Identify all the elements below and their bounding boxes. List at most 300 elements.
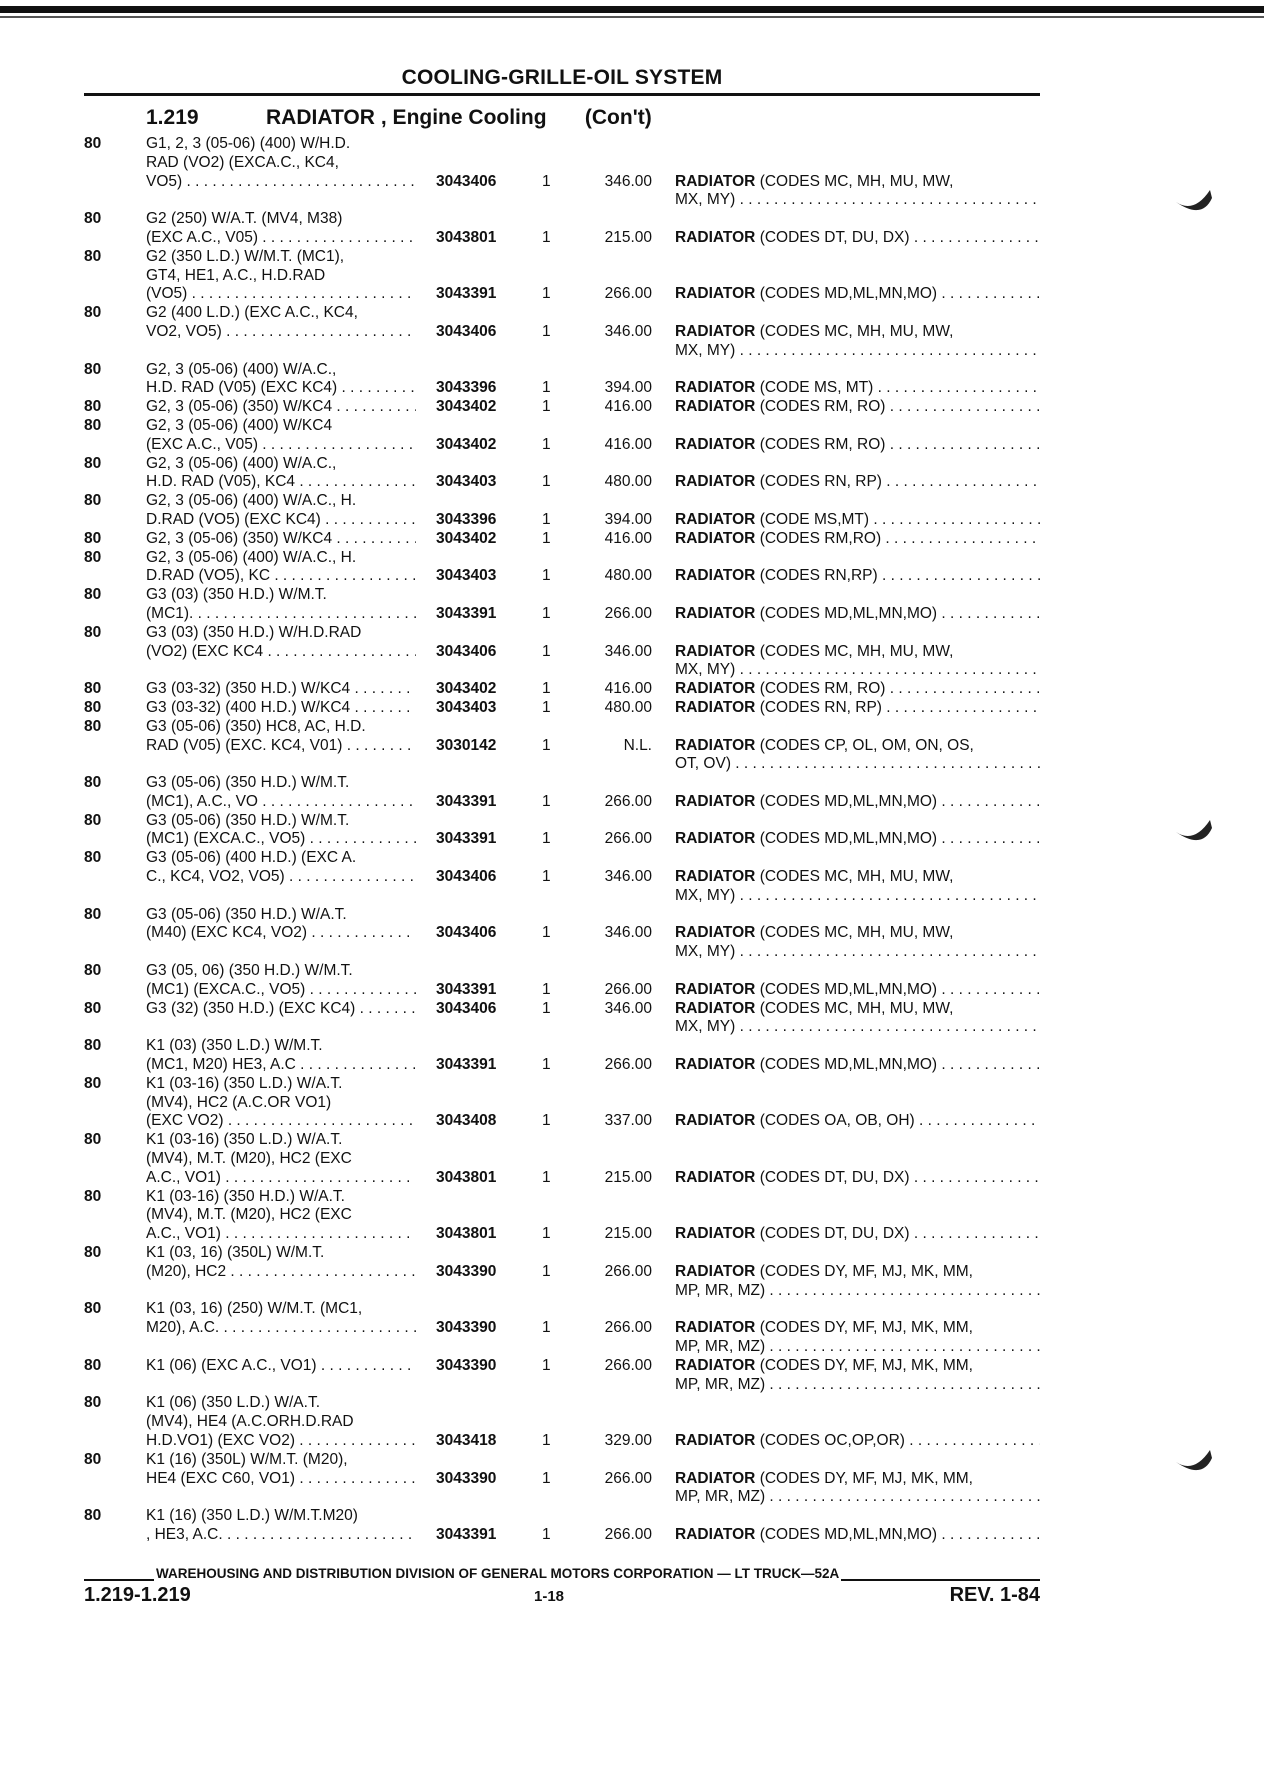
- binder-punch-mark-3: [1170, 1440, 1216, 1486]
- application-description: [146, 1037, 416, 1075]
- description-line: G3 (05-06) (350 H.D.) W/M.T.: [146, 811, 350, 829]
- part-codes-line: [675, 1470, 1040, 1489]
- part-codes: (CODES MD,ML,MN,MO): [759, 285, 938, 303]
- quantity: 1: [542, 698, 551, 716]
- part-codes: (CODES RM, RO): [759, 435, 886, 453]
- description-line: G3 (03-32) (400 H.D.) W/KC4 . . .: [146, 699, 416, 718]
- part-codes-line: [675, 530, 1040, 549]
- list-price: 215.00: [604, 228, 652, 246]
- description-line: H.D.VO1) (EXC VO2) . . .: [146, 1432, 416, 1451]
- part-number: 3043406: [436, 642, 497, 660]
- list-price: 416.00: [604, 680, 652, 698]
- part-codes: (CODES MD,ML,MN,MO): [759, 792, 938, 810]
- part-codes: (CODES DT, DU, DX): [759, 1225, 910, 1243]
- part-codes-line: [675, 943, 1040, 962]
- description-line: G2 (400 L.D.) (EXC A.C., KC4,: [146, 304, 358, 322]
- description-line: (EXC A.C., V05) . . .: [146, 436, 416, 455]
- part-codes: (CODES MD,ML,MN,MO): [759, 604, 938, 622]
- table-row: [0, 135, 1264, 210]
- footer-range: 1.219-1.219: [84, 1584, 191, 1606]
- top-border-rule-secondary: [0, 16, 1264, 18]
- part-name: [675, 173, 1040, 211]
- description-line: G1, 2, 3 (05-06) (400) W/H.D.: [146, 135, 351, 152]
- description-line: G3 (03) (350 H.D.) W/M.T.: [146, 586, 327, 604]
- table-row: [0, 1075, 1264, 1131]
- part-codes-line: [675, 567, 1040, 586]
- list-price: 266.00: [604, 1469, 652, 1487]
- part-number: 3043390: [436, 1319, 497, 1337]
- part-name-label: RADIATOR: [675, 1056, 756, 1074]
- part-codes: (CODES RM, RO): [759, 398, 886, 416]
- list-price: 346.00: [604, 172, 652, 190]
- part-name: [675, 436, 1040, 455]
- part-name-label: RADIATOR: [675, 322, 756, 340]
- description-line: G2, 3 (05-06) (350) W/KC4 . . .: [146, 530, 416, 549]
- part-name-label: RADIATOR: [675, 792, 756, 810]
- list-price: 329.00: [604, 1431, 652, 1449]
- part-name: [675, 868, 1040, 906]
- ref-number: 80: [84, 210, 102, 228]
- list-price: 266.00: [604, 1356, 652, 1374]
- application-description: [146, 210, 416, 248]
- application-description: [146, 492, 416, 530]
- table-row: [0, 1000, 1264, 1038]
- description-line: G2, 3 (05-06) (350) W/KC4 . . .: [146, 398, 416, 417]
- part-name-label: RADIATOR: [675, 736, 756, 754]
- quantity: 1: [542, 435, 551, 453]
- part-codes-line: [675, 699, 1040, 718]
- application-description: [146, 1075, 416, 1131]
- description-line: D.RAD (VO5), KC . . .: [146, 567, 416, 586]
- part-number: 3043403: [436, 473, 497, 491]
- table-row: [0, 361, 1264, 399]
- description-line: M20), A.C. . . .: [146, 1319, 416, 1338]
- part-number: 3043391: [436, 792, 497, 810]
- description-line: (MV4), HC2 (A.C.OR VO1): [146, 1093, 332, 1111]
- part-name: [675, 643, 1040, 681]
- description-line: C., KC4, VO2, VO5) . . .: [146, 868, 416, 887]
- table-row: [0, 455, 1264, 493]
- description-line: G2, 3 (05-06) (400) W/A.C.,: [146, 360, 337, 378]
- part-codes: MP, MR, MZ): [675, 1488, 766, 1506]
- part-codes: MX, MY): [675, 943, 736, 961]
- part-name: [675, 924, 1040, 962]
- part-codes-line: [675, 887, 1040, 906]
- part-codes: MP, MR, MZ): [675, 1281, 766, 1299]
- table-row: [0, 417, 1264, 455]
- quantity: 1: [542, 999, 551, 1017]
- part-codes: (CODE MS, MT): [759, 379, 874, 397]
- part-codes: (CODES RM, RO): [759, 680, 886, 698]
- part-codes-line: [675, 661, 1040, 680]
- part-number: 3043402: [436, 680, 497, 698]
- description-line: , HE3, A.C. . . .: [146, 1526, 416, 1545]
- part-codes: (CODES MC, MH, MU, MW,: [759, 172, 954, 190]
- part-codes-line: [675, 1526, 1040, 1545]
- part-name-label: RADIATOR: [675, 379, 756, 397]
- part-codes: (CODES DT, DU, DX): [759, 228, 910, 246]
- quantity: 1: [542, 1525, 551, 1543]
- part-codes-line: [675, 173, 1040, 192]
- part-name: [675, 680, 1040, 699]
- description-line: (MV4), M.T. (M20), HC2 (EXC: [146, 1206, 352, 1224]
- part-number: 3043406: [436, 999, 497, 1017]
- part-number: 3043406: [436, 868, 497, 886]
- parts-list: [0, 135, 1264, 1545]
- description-line: G2 (350 L.D.) W/M.T. (MC1),: [146, 247, 345, 265]
- ref-number: 80: [84, 586, 102, 604]
- description-line: G3 (05-06) (350 H.D.) W/A.T.: [146, 905, 347, 923]
- part-name-label: RADIATOR: [675, 1525, 756, 1543]
- quantity: 1: [542, 1469, 551, 1487]
- part-codes: (CODES DY, MF, MJ, MK, MM,: [759, 1469, 973, 1487]
- part-name: [675, 1432, 1040, 1451]
- part-number: 3043418: [436, 1431, 497, 1449]
- part-name-label: RADIATOR: [675, 1262, 756, 1280]
- application-description: [146, 718, 416, 756]
- quantity: 1: [542, 1168, 551, 1186]
- table-row: [0, 210, 1264, 248]
- part-name-label: RADIATOR: [675, 698, 756, 716]
- table-row: [0, 906, 1264, 962]
- list-price: 346.00: [604, 924, 652, 942]
- list-price: 416.00: [604, 435, 652, 453]
- description-line: (MC1). . . .: [146, 605, 416, 624]
- part-codes-line: [675, 323, 1040, 342]
- part-codes-line: [675, 342, 1040, 361]
- group-heading: [146, 106, 652, 130]
- table-row: [0, 1357, 1264, 1395]
- quantity: 1: [542, 642, 551, 660]
- application-description: [146, 135, 416, 191]
- part-number: 3043403: [436, 567, 497, 585]
- ref-number: 80: [84, 360, 102, 378]
- description-line: K1 (16) (350 L.D.) W/M.T.M20): [146, 1507, 358, 1525]
- part-number: 3043391: [436, 1525, 497, 1543]
- part-codes: MX, MY): [675, 1018, 736, 1036]
- application-description: [146, 1300, 416, 1338]
- part-codes-line: [675, 1000, 1040, 1019]
- table-row: [0, 492, 1264, 530]
- description-line: K1 (03, 16) (350L) W/M.T.: [146, 1244, 325, 1262]
- description-line: (MC1) (EXCA.C., VO5) . . .: [146, 830, 416, 849]
- list-price: 266.00: [604, 1262, 652, 1280]
- quantity: 1: [542, 868, 551, 886]
- quantity: 1: [542, 172, 551, 190]
- list-price: 266.00: [604, 792, 652, 810]
- list-price: 266.00: [604, 1056, 652, 1074]
- description-line: (MV4), M.T. (M20), HC2 (EXC: [146, 1150, 352, 1168]
- part-name-label: RADIATOR: [675, 1319, 756, 1337]
- quantity: 1: [542, 510, 551, 528]
- part-name-label: RADIATOR: [675, 435, 756, 453]
- ref-number: 80: [84, 623, 102, 641]
- part-name: [675, 1470, 1040, 1508]
- list-price: 416.00: [604, 398, 652, 416]
- table-row: [0, 530, 1264, 549]
- description-line: K1 (03, 16) (250) W/M.T. (MC1,: [146, 1300, 363, 1318]
- table-row: [0, 549, 1264, 587]
- part-codes: (CODES OA, OB, OH): [759, 1112, 915, 1130]
- part-codes: (CODES MC, MH, MU, MW,: [759, 868, 954, 886]
- part-name-label: RADIATOR: [675, 924, 756, 942]
- part-name: [675, 473, 1040, 492]
- part-codes: (CODES RN, RP): [759, 473, 882, 491]
- description-line: G2, 3 (05-06) (400) W/KC4: [146, 416, 333, 434]
- table-row: [0, 1244, 1264, 1300]
- application-description: [146, 812, 416, 850]
- list-price: 266.00: [604, 604, 652, 622]
- list-price: 266.00: [604, 980, 652, 998]
- part-name-label: RADIATOR: [675, 999, 756, 1017]
- ref-number: 80: [84, 1394, 102, 1412]
- quantity: 1: [542, 379, 551, 397]
- list-price: 266.00: [604, 1525, 652, 1543]
- part-codes: (CODES DY, MF, MJ, MK, MM,: [759, 1356, 973, 1374]
- part-name-label: RADIATOR: [675, 868, 756, 886]
- part-codes-line: [675, 473, 1040, 492]
- description-line: G2, 3 (05-06) (400) W/A.C., H.: [146, 492, 357, 510]
- ref-number: 80: [84, 774, 102, 792]
- ref-number: 80: [84, 1300, 102, 1318]
- table-row: [0, 1394, 1264, 1450]
- application-description: [146, 1507, 416, 1545]
- application-description: [146, 1188, 416, 1244]
- part-name-label: RADIATOR: [675, 473, 756, 491]
- part-codes-line: [675, 1376, 1040, 1395]
- footer-division-line: [84, 1566, 1040, 1581]
- part-name: [675, 1056, 1040, 1075]
- part-name: [675, 530, 1040, 549]
- part-codes-line: [675, 830, 1040, 849]
- part-codes-line: [675, 868, 1040, 887]
- part-name: [675, 398, 1040, 417]
- quantity: 1: [542, 1056, 551, 1074]
- description-line: G3 (03) (350 H.D.) W/H.D.RAD: [146, 623, 362, 641]
- part-codes: (CODES MC, MH, MU, MW,: [759, 924, 954, 942]
- list-price: 215.00: [604, 1168, 652, 1186]
- part-codes-line: [675, 1056, 1040, 1075]
- part-name: [675, 567, 1040, 586]
- application-description: [146, 455, 416, 493]
- table-row: [0, 1131, 1264, 1187]
- part-name-label: RADIATOR: [675, 1356, 756, 1374]
- application-description: [146, 417, 416, 455]
- part-name: [675, 511, 1040, 530]
- list-price: 394.00: [604, 379, 652, 397]
- section-title-rule: [84, 93, 1040, 96]
- quantity: 1: [542, 1112, 551, 1130]
- part-codes-line: [675, 1225, 1040, 1244]
- part-name: [675, 830, 1040, 849]
- ref-number: 80: [84, 811, 102, 829]
- ref-number: 80: [84, 1187, 102, 1205]
- description-line: K1 (03-16) (350 L.D.) W/A.T.: [146, 1074, 343, 1092]
- description-line: HE4 (EXC C60, VO1) . . .: [146, 1470, 416, 1489]
- table-row: [0, 1037, 1264, 1075]
- description-line: G2, 3 (05-06) (400) W/A.C., H.: [146, 548, 357, 566]
- description-line: (VO5) . . .: [146, 285, 416, 304]
- table-row: [0, 962, 1264, 1000]
- part-codes: (CODES DT, DU, DX): [759, 1168, 910, 1186]
- table-row: [0, 624, 1264, 680]
- part-name-label: RADIATOR: [675, 510, 756, 528]
- list-price: 266.00: [604, 1319, 652, 1337]
- table-row: [0, 812, 1264, 850]
- application-description: [146, 1131, 416, 1187]
- part-codes-line: [675, 643, 1040, 662]
- part-codes: (CODE MS,MT): [759, 510, 870, 528]
- part-codes-line: [675, 1263, 1040, 1282]
- part-number: 3043406: [436, 322, 497, 340]
- application-description: [146, 1244, 416, 1282]
- list-price: 346.00: [604, 642, 652, 660]
- quantity: 1: [542, 567, 551, 585]
- ref-number: 80: [84, 135, 102, 152]
- table-row: [0, 1188, 1264, 1244]
- list-price: 480.00: [604, 567, 652, 585]
- application-description: [146, 549, 416, 587]
- description-line: K1 (03-16) (350 H.D.) W/A.T.: [146, 1187, 345, 1205]
- part-number: 3043390: [436, 1262, 497, 1280]
- quantity: 1: [542, 1356, 551, 1374]
- part-number: 3043391: [436, 830, 497, 848]
- ref-number: 80: [84, 416, 102, 434]
- list-price: 480.00: [604, 473, 652, 491]
- description-line: (MC1, M20) HE3, A.C . . .: [146, 1056, 416, 1075]
- list-price: 215.00: [604, 1225, 652, 1243]
- part-number: 3043801: [436, 228, 497, 246]
- part-name: [675, 1526, 1040, 1545]
- description-line: D.RAD (VO5) (EXC KC4) . . .: [146, 511, 416, 530]
- application-description: [146, 774, 416, 812]
- quantity: 1: [542, 604, 551, 622]
- part-codes-line: [675, 436, 1040, 455]
- ref-number: 80: [84, 304, 102, 322]
- part-name-label: RADIATOR: [675, 642, 756, 660]
- part-codes: MX, MY): [675, 191, 736, 209]
- application-description: [146, 1394, 416, 1450]
- ref-number: 80: [84, 247, 102, 265]
- list-price: 346.00: [604, 999, 652, 1017]
- list-price: N.L.: [623, 736, 652, 754]
- list-price: 394.00: [604, 510, 652, 528]
- part-name-label: RADIATOR: [675, 1431, 756, 1449]
- top-border-rule: [0, 6, 1264, 13]
- quantity: 1: [542, 830, 551, 848]
- quantity: 1: [542, 285, 551, 303]
- application-description: [146, 1000, 416, 1019]
- part-name: [675, 323, 1040, 361]
- part-codes-line: [675, 793, 1040, 812]
- table-row: [0, 1451, 1264, 1507]
- part-codes-line: [675, 191, 1040, 210]
- list-price: 346.00: [604, 322, 652, 340]
- description-line: GT4, HE1, A.C., H.D.RAD: [146, 266, 326, 284]
- list-price: 416.00: [604, 529, 652, 547]
- description-line: VO5) . . .: [146, 173, 416, 192]
- part-name: [675, 1357, 1040, 1395]
- quantity: 1: [542, 529, 551, 547]
- quantity: 1: [542, 398, 551, 416]
- part-name: [675, 1000, 1040, 1038]
- part-codes: (CODES RM,RO): [759, 529, 882, 547]
- ref-number: 80: [84, 492, 102, 510]
- quantity: 1: [542, 1431, 551, 1449]
- description-line: (MV4), HE4 (A.C.ORH.D.RAD: [146, 1413, 354, 1431]
- binder-punch-mark-1: [1170, 180, 1216, 226]
- part-codes: MX, MY): [675, 661, 736, 679]
- part-codes-line: [675, 1338, 1040, 1357]
- part-codes: (CODES DY, MF, MJ, MK, MM,: [759, 1262, 973, 1280]
- description-line: K1 (16) (350L) W/M.T. (M20),: [146, 1450, 348, 1468]
- quantity: 1: [542, 1225, 551, 1243]
- part-number: 3043390: [436, 1356, 497, 1374]
- part-name-label: RADIATOR: [675, 604, 756, 622]
- description-line: G3 (32) (350 H.D.) (EXC KC4) . . .: [146, 1000, 416, 1019]
- ref-number: 80: [84, 680, 102, 698]
- ref-number: 80: [84, 717, 102, 735]
- table-row: [0, 398, 1264, 417]
- quantity: 1: [542, 1319, 551, 1337]
- part-name: [675, 793, 1040, 812]
- part-name-label: RADIATOR: [675, 529, 756, 547]
- part-codes: (CODES MC, MH, MU, MW,: [759, 642, 954, 660]
- description-line: H.D. RAD (V05), KC4 . . .: [146, 473, 416, 492]
- part-number: 3043391: [436, 285, 497, 303]
- ref-number: 80: [84, 1074, 102, 1092]
- application-description: [146, 962, 416, 1000]
- part-codes: (CODES MD,ML,MN,MO): [759, 1056, 938, 1074]
- part-number: 3043402: [436, 529, 497, 547]
- application-description: [146, 398, 416, 417]
- part-codes-line: [675, 737, 1040, 756]
- part-codes-line: [675, 1169, 1040, 1188]
- part-name: [675, 285, 1040, 304]
- description-line: (M20), HC2 . . .: [146, 1263, 416, 1282]
- description-line: G3 (05-06) (400 H.D.) (EXC A.: [146, 849, 357, 867]
- application-description: [146, 699, 416, 718]
- part-codes: (CODES RN, RP): [759, 698, 882, 716]
- part-name-label: RADIATOR: [675, 1112, 756, 1130]
- quantity: 1: [542, 228, 551, 246]
- application-description: [146, 586, 416, 624]
- ref-number: 80: [84, 1356, 102, 1374]
- part-number: 3043390: [436, 1469, 497, 1487]
- part-name: [675, 379, 1040, 398]
- description-line: (VO2) (EXC KC4 . . .: [146, 643, 416, 662]
- section-title: COOLING-GRILLE-OIL SYSTEM: [401, 66, 723, 89]
- table-row: [0, 849, 1264, 905]
- ref-number: 80: [84, 1131, 102, 1149]
- part-name-label: RADIATOR: [675, 1469, 756, 1487]
- part-name: [675, 1169, 1040, 1188]
- part-name-label: RADIATOR: [675, 1168, 756, 1186]
- part-number: 3043801: [436, 1225, 497, 1243]
- part-number: 3043391: [436, 980, 497, 998]
- application-description: [146, 906, 416, 944]
- part-number: 3043402: [436, 398, 497, 416]
- part-number: 3043402: [436, 435, 497, 453]
- application-description: [146, 624, 416, 662]
- part-number: 3043396: [436, 379, 497, 397]
- table-row: [0, 774, 1264, 812]
- application-description: [146, 248, 416, 304]
- part-name-label: RADIATOR: [675, 830, 756, 848]
- description-line: (M40) (EXC KC4, VO2) . . .: [146, 924, 416, 943]
- footer-rule-left: [84, 1569, 154, 1581]
- part-codes-line: [675, 1282, 1040, 1301]
